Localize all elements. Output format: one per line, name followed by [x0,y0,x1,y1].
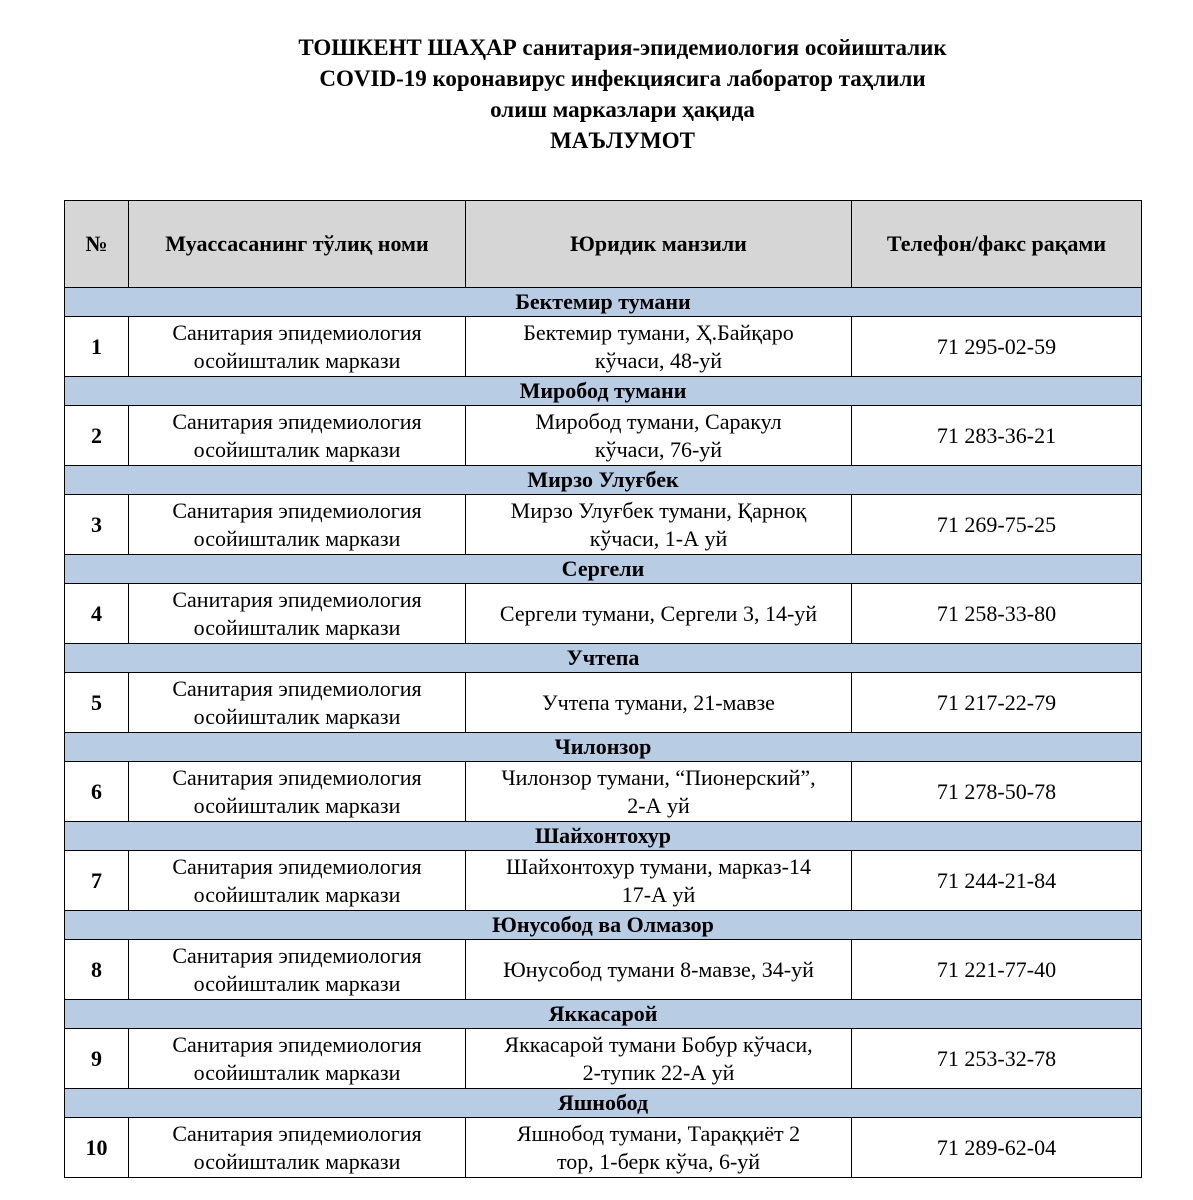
legal-address-line: 2-тупик 22-А уй [582,1059,735,1085]
row-number: 3 [65,495,129,555]
legal-address-cell [466,406,852,466]
district-title: Шайхонтохур [65,822,1142,851]
institution-name-line: осойишталик маркази [193,347,401,373]
table-row [65,762,1142,822]
row-number: 2 [65,406,129,466]
phone-number-cell: 71 295-02-59 [852,317,1142,377]
table-row [65,673,1142,733]
table-row [65,406,1142,466]
district-section-row [65,733,1142,762]
institution-name-line: осойишталик маркази [193,436,401,462]
table-row [65,1029,1142,1089]
legal-address-line: кўчаси, 48-уй [594,347,723,373]
legal-address-line: Миробод тумани, Саракул [535,408,782,434]
table-row [65,495,1142,555]
legal-address-line: Яккасарой тумани Бобур кўчаси, [504,1031,813,1057]
header-legal-address: Юридик манзили [466,201,852,288]
institution-name-line: осойишталик маркази [193,1059,401,1085]
institution-name-line: осойишталик маркази [193,1148,401,1174]
heading-line-1: ТОШКЕНТ ШАҲАР санитария-эпидемиология осойишталик [298,35,947,60]
phone-number-cell: 71 258-33-80 [852,584,1142,644]
district-section-row [65,644,1142,673]
heading-line-3: олиш марказлари ҳақида [490,97,755,122]
institution-name-line: Санитария эпидемиология [172,1031,422,1057]
institution-name-line: Санитария эпидемиология [172,675,422,701]
institution-name-line: осойишталик маркази [193,881,401,907]
phone-number-cell: 71 217-22-79 [852,673,1142,733]
header-number: № [65,201,129,288]
institution-name-line: Санитария эпидемиология [172,497,422,523]
district-title: Чилонзор [65,733,1142,762]
legal-address-line: Мирзо Улуғбек тумани, Қарноқ [510,497,807,523]
legal-address-cell [466,851,852,911]
legal-address-cell [466,1118,852,1178]
table-body [65,288,1142,1178]
legal-address-line: Бектемир тумани, Ҳ.Байқаро [523,319,794,345]
phone-number-cell: 71 269-75-25 [852,495,1142,555]
district-section-row [65,911,1142,940]
legal-address-line: 2-А уй [627,792,690,818]
centers-table [64,200,1142,1178]
district-section-row [65,1089,1142,1118]
row-number: 1 [65,317,129,377]
district-section-row [65,377,1142,406]
row-number: 10 [65,1118,129,1178]
institution-name-cell [129,762,466,822]
table-row [65,584,1142,644]
institution-name-line: осойишталик маркази [193,792,401,818]
legal-address-line: Шайхонтохур тумани, марказ-14 [506,853,811,879]
phone-number-cell: 71 221-77-40 [852,940,1142,1000]
institution-name-line: Санитария эпидемиология [172,1120,422,1146]
heading-line-2: COVID-19 коронавирус инфекциясига лаборатор таҳлили [319,66,926,91]
institution-name-line: Санитария эпидемиология [172,319,422,345]
district-section-row [65,822,1142,851]
district-section-row [65,555,1142,584]
legal-address-cell [466,584,852,644]
legal-address-line: Яшнобод тумани, Тараққиёт 2 [516,1120,801,1146]
institution-name-cell [129,1029,466,1089]
phone-number-cell: 71 244-21-84 [852,851,1142,911]
table-header-row [65,201,1142,288]
district-section-row [65,1000,1142,1029]
row-number: 4 [65,584,129,644]
institution-name-cell [129,406,466,466]
institution-name-line: Санитария эпидемиология [172,764,422,790]
institution-name-cell [129,673,466,733]
legal-address-line: Чилонзор тумани, “Пионерский”, [501,764,816,790]
heading-line-4: МАЪЛУМОТ [550,128,695,153]
institution-name-cell [129,317,466,377]
row-number: 9 [65,1029,129,1089]
district-title: Мирзо Улуғбек [65,466,1142,495]
institution-name-line: Санитария эпидемиология [172,942,422,968]
institution-name-line: осойишталик маркази [193,703,401,729]
row-number: 8 [65,940,129,1000]
institution-name-cell [129,851,466,911]
document-heading [0,32,1193,156]
institution-name-cell [129,1118,466,1178]
institution-name-cell [129,940,466,1000]
legal-address-line: 17-А уй [621,881,696,907]
district-section-row [65,466,1142,495]
institution-name-line: Санитария эпидемиология [172,853,422,879]
legal-address-line: кўчаси, 1-А уй [589,525,728,551]
header-phone-fax: Телефон/факс рақами [852,201,1142,288]
district-title: Юнусобод ва Олмазор [65,911,1142,940]
legal-address-line: Сергели тумани, Сергели 3, 14-уй [499,600,818,626]
institution-name-line: осойишталик маркази [193,525,401,551]
legal-address-cell [466,762,852,822]
institution-name-cell [129,495,466,555]
legal-address-cell [466,495,852,555]
institution-name-line: осойишталик маркази [193,970,401,996]
legal-address-line: Юнусобод тумани 8-мавзе, 34-уй [503,956,814,982]
table-row [65,317,1142,377]
table-row [65,940,1142,1000]
row-number: 5 [65,673,129,733]
phone-number-cell: 71 289-62-04 [852,1118,1142,1178]
phone-number-cell: 71 283-36-21 [852,406,1142,466]
district-title: Миробод тумани [65,377,1142,406]
legal-address-cell [466,1029,852,1089]
legal-address-line: тор, 1-берк кўча, 6-уй [556,1148,761,1174]
legal-address-cell [466,317,852,377]
legal-address-line: кўчаси, 76-уй [594,436,723,462]
district-title: Яшнобод [65,1089,1142,1118]
header-institution-name: Муассасанинг тўлиқ номи [129,201,466,288]
district-title: Бектемир тумани [65,288,1142,317]
institution-name-cell [129,584,466,644]
legal-address-cell [466,940,852,1000]
legal-address-line: Учтепа тумани, 21-мавзе [542,689,775,715]
row-number: 7 [65,851,129,911]
district-title: Сергели [65,555,1142,584]
district-title: Учтепа [65,644,1142,673]
table-row [65,851,1142,911]
phone-number-cell: 71 253-32-78 [852,1029,1142,1089]
row-number: 6 [65,762,129,822]
phone-number-cell: 71 278-50-78 [852,762,1142,822]
district-title: Яккасарой [65,1000,1142,1029]
district-section-row [65,288,1142,317]
institution-name-line: осойишталик маркази [193,614,401,640]
institution-name-line: Санитария эпидемиология [172,586,422,612]
legal-address-cell [466,673,852,733]
table-row [65,1118,1142,1178]
institution-name-line: Санитария эпидемиология [172,408,422,434]
